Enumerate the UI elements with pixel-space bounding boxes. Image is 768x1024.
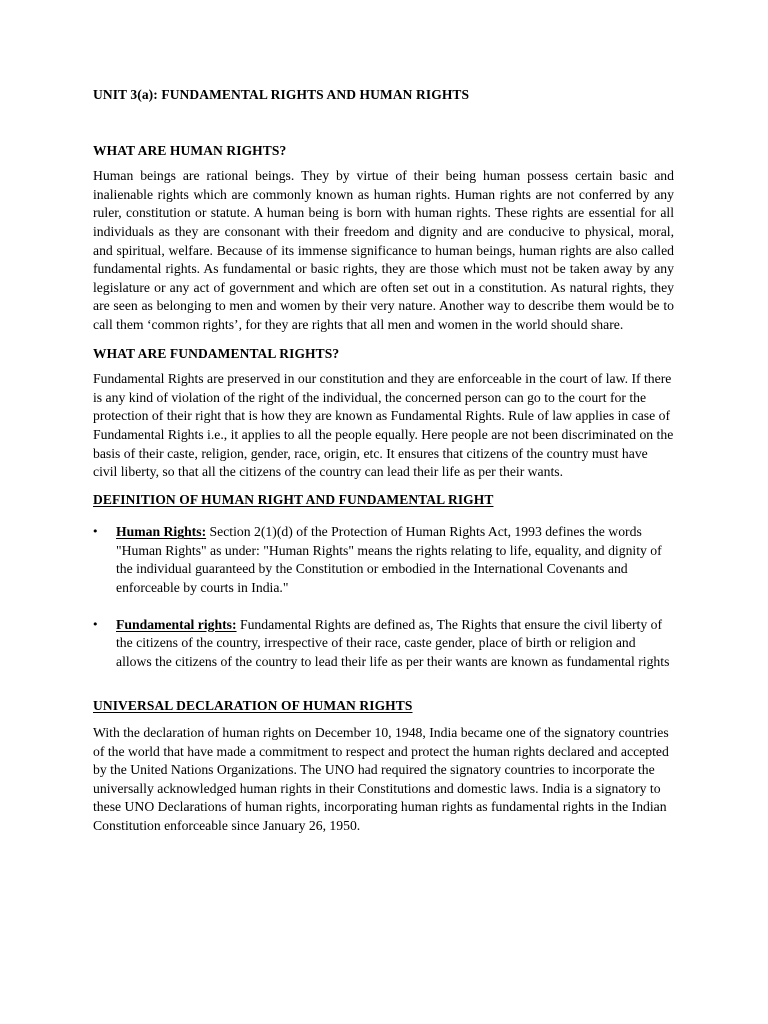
paragraph-fundamental-rights: Fundamental Rights are preserved in our constitution and they are enforceable in the court of law. If there is any kind of violation of the right of the individual, the concerned person can go to the court for the protection of their right that is how they are known as Fundamental Rights. Rule of law applies in case of Fundamental Rights i.e., it applies to all the people equally. Here people are not been discriminated on the basis of their caste, religion, gender, race, origin, etc. It ensures that citizens of the country must have civil liberty, so that all the citizens of the country can lead their life as per their wants.: [93, 371, 674, 480]
heading-what-are-fundamental-rights: WHAT ARE FUNDAMENTAL RIGHTS?: [93, 345, 340, 361]
heading-what-are-human-rights: WHAT ARE HUMAN RIGHTS?: [93, 142, 287, 158]
heading-universal-declaration: UNIVERSAL DECLARATION OF HUMAN RIGHTS: [93, 698, 413, 714]
paragraph-human-rights: Human beings are rational beings. They by virtue of their being human possess certain basic and inalienable rights which are commonly known as human rights. Human rights are not conferred by any ruler, constitution or statute. A human being is born with human rights. These rights are essential for all individuals as they are consonant with their freedom and dignity and are conducive to physical, moral, and spiritual, welfare. Because of its immense significance to human beings, human rights are also called fundamental rights. As fundamental or basic rights, they are those which must not be taken away by any legislature or any act of government and which are often set out in a constitution. As natural rights, they are seen as belonging to men and women by their very nature. Another way to describe them would be to call them ‘common rights’, for they are rights that all men and women in the world should share.: [93, 168, 674, 332]
definition-item-fundamental-rights: [93, 616, 674, 672]
definition-text-human-rights: Section 2(1)(d) of the Protection of Human Rights Act, 1993 defines the words "Human Rights" as under: "Human Rights" means the rights relating to life, equality, and dignity of the individual guaranteed by the Constitution or embodied in the International Covenants and enforceable by courts in India.": [116, 524, 662, 596]
definition-term-human-rights: Human Rights:: [116, 524, 207, 540]
unit-title: UNIT 3(a): FUNDAMENTAL RIGHTS AND HUMAN RIGHTS: [93, 87, 470, 102]
document-page: [93, 86, 674, 836]
definition-item-human-rights: [93, 523, 674, 597]
bullet-icon: •: [92, 617, 99, 631]
paragraph-universal-declaration: With the declaration of human rights on December 10, 1948, India became one of the signatory countries of the world that have made a commitment to respect and protect the human rights declared and accepted by the United Nations Organizations. The UNO had required the signatory countries to incorporate the universally acknowledged human rights in their Constitutions and domestic laws. India is a signatory to these UNO Declarations of human rights, incorporating human rights as fundamental rights in the Indian Constitution enforceable since January 26, 1950.: [93, 725, 669, 833]
definition-list: [93, 523, 674, 671]
definition-text-fundamental-rights: Fundamental Rights are defined as, The Rights that ensure the civil liberty of the citizens of the country, irrespective of their race, caste gender, place of birth or religion and allows the citizens of the country to lead their life as per their wants are known as fundamental rights: [116, 616, 670, 669]
bullet-icon: •: [92, 525, 99, 539]
definition-term-fundamental-rights: Fundamental rights:: [116, 616, 237, 632]
heading-definitions: DEFINITION OF HUMAN RIGHT AND FUNDAMENTAL RIGHT: [93, 491, 494, 507]
